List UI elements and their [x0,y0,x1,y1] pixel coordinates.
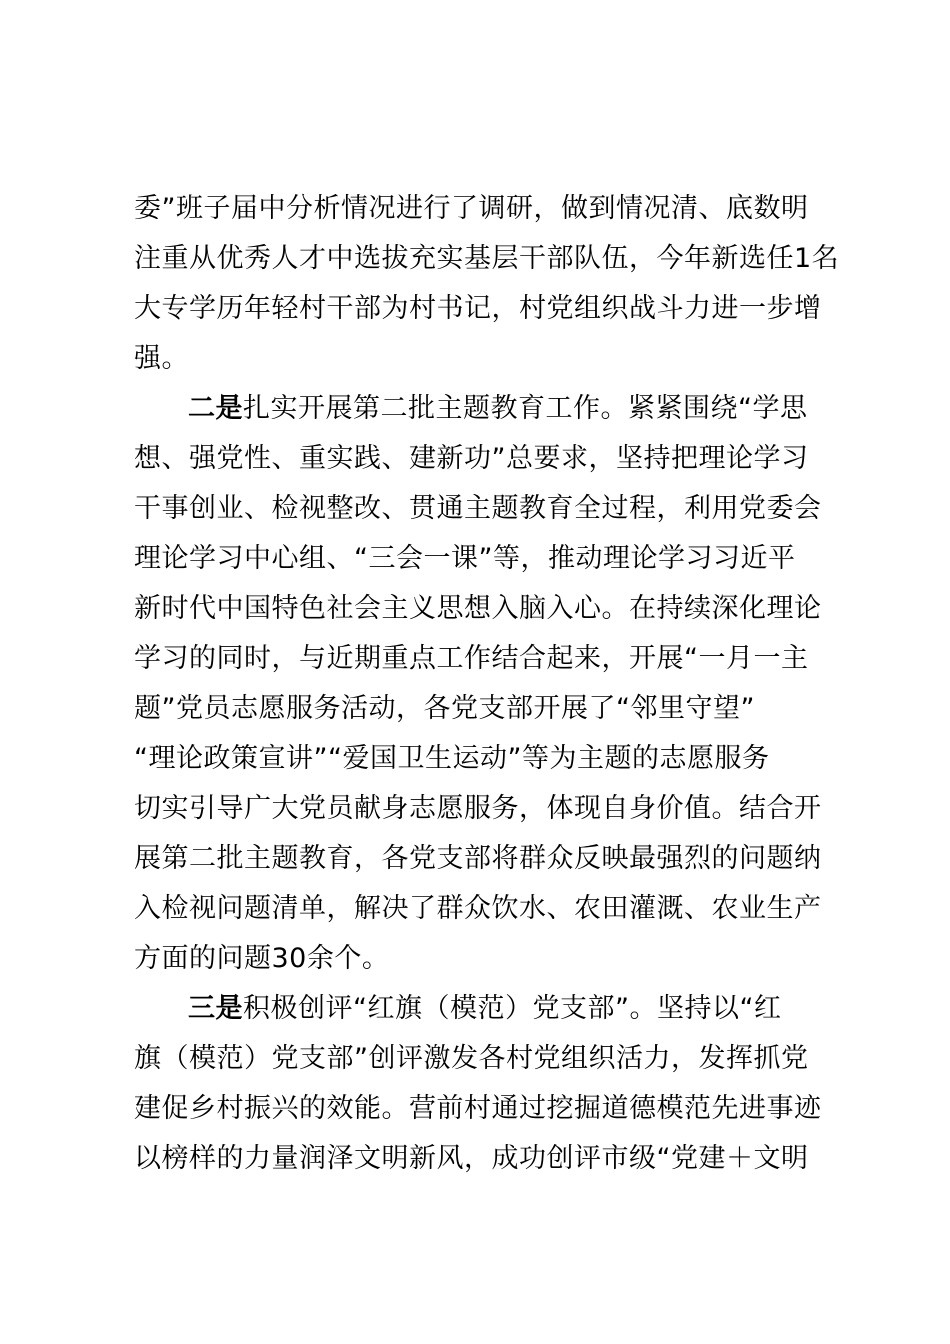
paragraph-3-line-4: 以榜样的力量润泽文明新风，成功创评市级“党建＋文明 [134,1143,809,1174]
paragraph-1-line-4: 强。 [134,343,189,374]
paragraph-3-first-line-text: 积极创评“红旗（模范）党支部”。坚持以“红 [243,993,782,1024]
paragraph-3-line-2: 旗（模范）党支部”创评激发各村党组织活力，发挥抓党 [134,1043,809,1074]
paragraph-2-line-6: 学习的同时，与近期重点工作结合起来，开展“一月一主 [134,643,809,674]
paragraph-2-line-3: 干事创业、检视整改、贯通主题教育全过程，利用党委会 [134,493,822,524]
paragraph-1-line-3: 大专学历年轻村干部为村书记，村党组织战斗力进一步增 [134,293,822,324]
paragraph-2-line-7: 题”党员志愿服务活动，各党支部开展了“邻里守望” [134,693,755,724]
paragraph-2-line-12: 方面的问题30余个。 [134,943,390,974]
paragraph-3-line-1 [188,984,781,1034]
paragraph-2-line-11: 入检视问题清单，解决了群众饮水、农田灌溉、农业生产 [134,893,822,924]
paragraph-2-line-9: 切实引导广大党员献身志愿服务，体现自身价值。结合开 [134,793,822,824]
paragraph-2-line-1 [188,384,808,434]
paragraph-1-line-2: 注重从优秀人才中选拔充实基层干部队伍，今年新选任1名 [134,243,840,274]
paragraph-2-line-5: 新时代中国特色社会主义思想入脑入心。在持续深化理论 [134,593,822,624]
paragraph-3-line-3: 建促乡村振兴的效能。营前村通过挖掘道德模范先进事迹 [134,1093,822,1124]
paragraph-2-line-10: 展第二批主题教育，各党支部将群众反映最强烈的问题纳 [134,843,822,874]
paragraph-2-line-4: 理论学习中心组、“三会一课”等，推动理论学习习近平 [134,543,796,574]
paragraph-3-lead: 三是 [188,993,243,1024]
paragraph-2-line-2: 想、强党性、重实践、建新功”总要求，坚持把理论学习 [134,443,809,474]
paragraph-2-lead: 二是 [188,393,243,424]
paragraph-1-line-1: 委”班子届中分析情况进行了调研，做到情况清、底数明 [134,193,809,224]
paragraph-2-line-8: “理论政策宣讲”“爱国卫生运动”等为主题的志愿服务 [134,743,770,774]
paragraph-2-first-line-text: 扎实开展第二批主题教育工作。紧紧围绕“学思 [243,393,808,424]
